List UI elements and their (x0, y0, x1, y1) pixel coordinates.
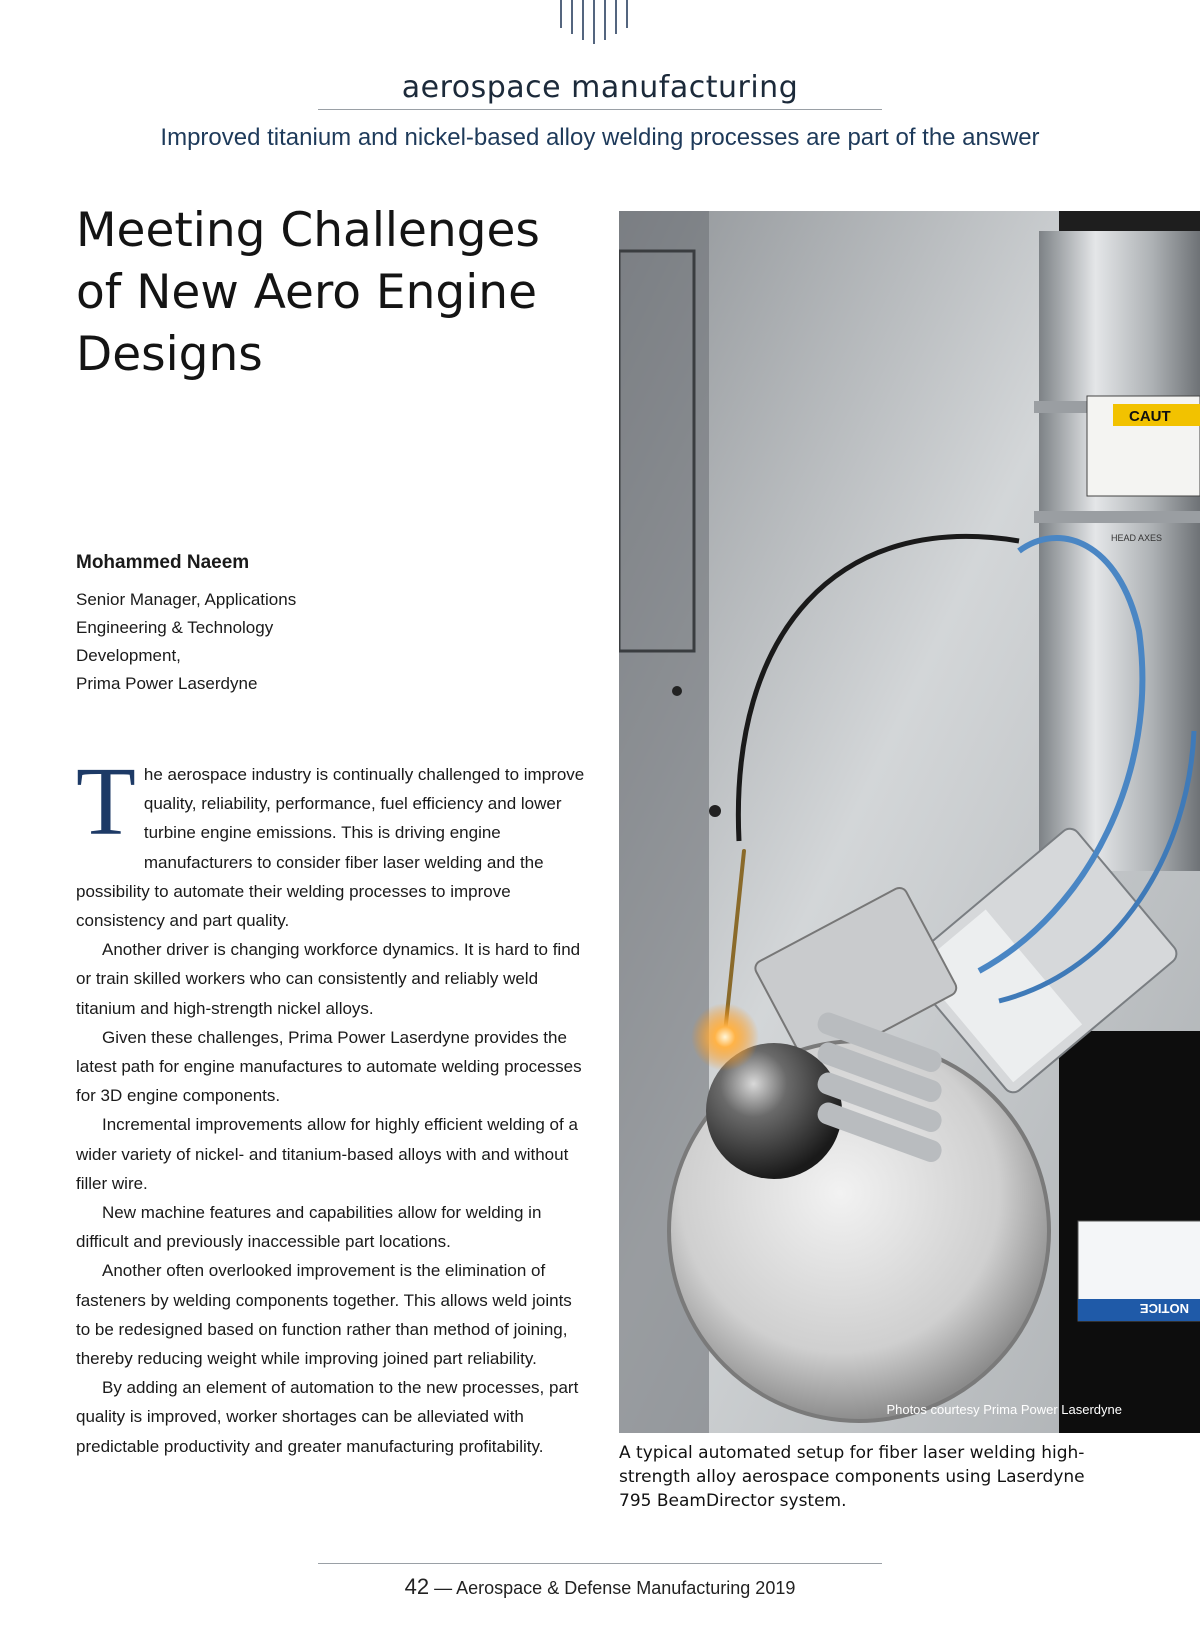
header-rule (318, 109, 882, 110)
author-affiliation (76, 586, 396, 698)
affiliation-line: Senior Manager, Applications (76, 590, 297, 609)
body-paragraph (76, 748, 586, 935)
article-title (76, 200, 596, 386)
affiliation-line: Development, (76, 646, 181, 665)
section-heading: aerospace manufacturing (401, 70, 799, 105)
body-paragraph: Another often overlooked improvement is the elimination of fasteners by welding components together. This allows weld joints to be redesigned based on function rather than method of joining, thereby reducing weight while improving joined part reliability. (76, 1261, 572, 1369)
photo-credit: Photos courtesy Prima Power Laserdyne (886, 1402, 1122, 1417)
page-number: 42 (404, 1574, 430, 1599)
body-paragraph: New machine features and capabilities allow for welding in difficult and previously inaccessible part locations. (76, 1203, 542, 1252)
article-photo (619, 211, 1200, 1433)
body-paragraph: Incremental improvements allow for highly efficient welding of a wider variety of nickel- and titanium-based alloys with and without filler wire. (76, 1115, 578, 1193)
header-decoration (560, 0, 640, 46)
paragraph-text: he aerospace industry is continually challenged to improve quality, reliability, performance, fuel efficiency and lower turbine engine emissions. This is driving engine manufacturers to consider fiber laser welding and the possibility to automate their welding processes to improve consistency and part quality. (76, 765, 585, 931)
publication-name: Aerospace & Defense Manufacturing 2019 (456, 1578, 796, 1598)
article-subtitle: Improved titanium and nickel-based alloy welding processes are part of the answer (160, 124, 1040, 151)
title-line: of New Aero Engine (76, 265, 538, 320)
article-body (76, 748, 586, 1461)
body-paragraph: Another driver is changing workforce dynamics. It is hard to find or train skilled workers who can consistently and reliably weld titanium and high-strength nickel alloys. (76, 940, 581, 1018)
head-axes-label: HEAD AXES (1111, 533, 1163, 543)
footer-separator: — (434, 1578, 453, 1598)
affiliation-line: Prima Power Laserdyne (76, 674, 258, 693)
page-footer (0, 1574, 1200, 1600)
title-line: Meeting Challenges (76, 203, 540, 258)
affiliation-line: Engineering & Technology (76, 618, 274, 637)
body-paragraph: Given these challenges, Prima Power Laserdyne provides the latest path for engine manufactures to automate welding processes for 3D engine components. (76, 1027, 582, 1106)
caution-label: CAUT (1129, 408, 1171, 425)
author-name: Mohammed Naeem (76, 552, 250, 573)
drop-cap: T (76, 748, 136, 856)
footer-rule (318, 1563, 882, 1564)
laser-welding-illustration (619, 211, 1200, 1433)
body-paragraph: By adding an element of automation to the new processes, part quality is improved, worker shortages can be alleviated with predictable productivity and greater manufacturing profitability. (76, 1378, 579, 1456)
title-line: Designs (76, 327, 263, 382)
photo-caption: A typical automated setup for fiber laser welding high-strength alloy aerospace components using Laserdyne 795 BeamDirector system. (619, 1443, 1085, 1511)
notice-label: NOTICE (1139, 1301, 1189, 1316)
